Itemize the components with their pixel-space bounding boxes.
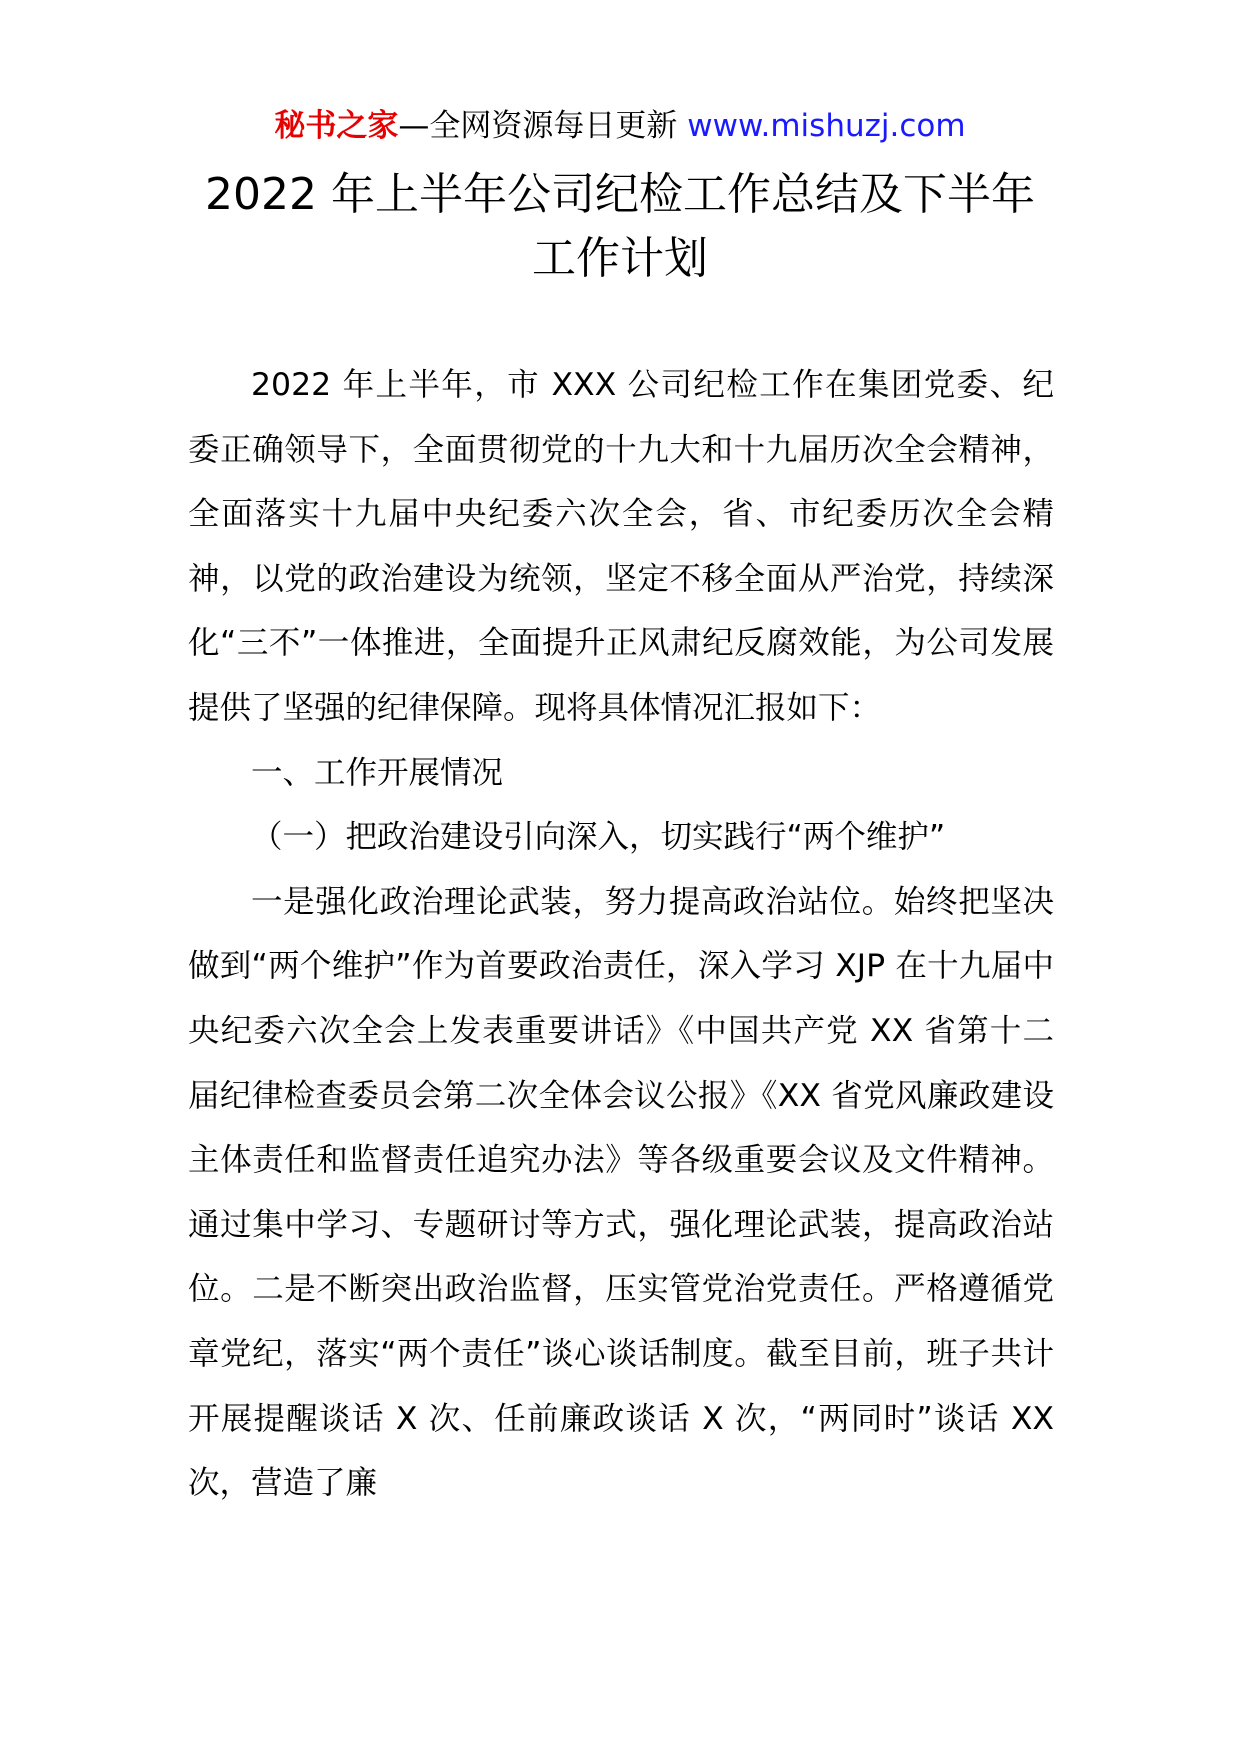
- section-heading: 一、工作开展情况: [251, 754, 504, 791]
- title-line-2: 工作计划: [532, 233, 708, 284]
- site-banner: [0, 104, 1240, 148]
- body-paragraph: 一是强化政治理论武装，努力提高政治站位。始终把坚决做到“两个维护”作为首要政治责任，深入学习 XJP 在十九届中央纪委六次全会上发表重要讲话》《中国共产党 XX 省第十二届纪律检查委员会第二次全体会议公报》《XX 省党风廉政建设主体责任和监督责任追究办法》等各级重要会议及文件精神。通过集中学习、专题研讨等方式，强化理论武装，提高政治站位。二是不断突出政治监督，压实管党治党责任。严格遵循党章党纪，落实“两个责任”谈心谈话制度。截至目前，班子共计开展提醒谈话 X 次、任前廉政谈话 X 次，“两同时”谈话 XX 次，营造了廉: [188, 883, 1054, 1502]
- banner-tagline: —全网资源每日更新: [398, 108, 688, 144]
- brand-name: 秘书之家: [274, 108, 399, 144]
- document-title: [150, 163, 1090, 291]
- title-line-1: 2022 年上半年公司纪检工作总结及下半年: [205, 169, 1035, 220]
- site-url-link[interactable]: www.mishuzj.com: [687, 108, 966, 144]
- subsection-heading: （一）把政治建设引向深入，切实践行“两个维护”: [251, 819, 946, 856]
- document-body: [188, 353, 1054, 1516]
- intro-paragraph: 2022 年上半年，市 XXX 公司纪检工作在集团党委、纪委正确领导下，全面贯彻党的十九大和十九届历次全会精神，全面落实十九届中央纪委六次全会，省、市纪委历次全会精神，以党的政治建设为统领，坚定不移全面从严治党，持续深化“三不”一体推进，全面提升正风肃纪反腐效能，为公司发展提供了坚强的纪律保障。现将具体情况汇报如下：: [188, 367, 1054, 726]
